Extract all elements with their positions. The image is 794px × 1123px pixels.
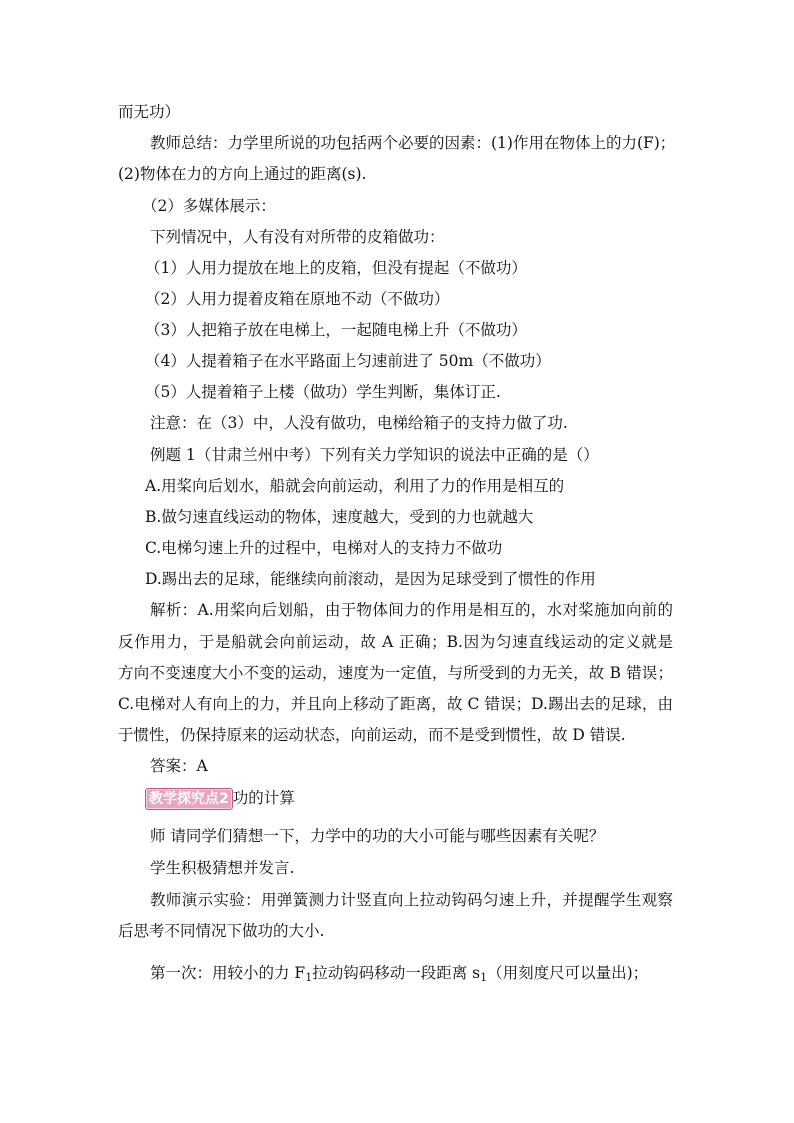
text-segment: 第一次：用较小的力 F (150, 964, 306, 982)
analysis-line: 解析：A.用桨向后划船，由于物体间力的作用是相互的，水对桨施加向前的 (150, 601, 673, 619)
paragraph-line: (2)物体在力的方向上通过的距离(s). (118, 165, 367, 183)
text-segment: （用刻度尺可以量出)； (487, 964, 649, 982)
answer-line: 答案：A (150, 757, 208, 775)
option-line: （1）人用力提放在地上的皮箱，但没有提起（不做功） (145, 259, 527, 277)
paragraph-line: 师 请同学们猜想一下，力学中的功的大小可能与哪些因素有关呢？ (150, 827, 605, 845)
paragraph-line: 学生积极猜想并发言. (150, 859, 295, 877)
option-line: （4）人提着箱子在水平路面上匀速前进了 50m（不做功） (145, 352, 551, 370)
paragraph-line: 而无功） (118, 103, 181, 121)
option-line: （3）人把箱子放在电梯上，一起随电梯上升（不做功） (145, 321, 527, 339)
analysis-line: 于惯性，仍保持原来的运动状态，向前运动，而不是受到惯性，故 D 错误. (118, 726, 626, 744)
section-heading-text: 功的计算 (232, 789, 295, 807)
subscript: 1 (305, 971, 313, 984)
analysis-line: 反作用力，于是船就会向前运动，故 A 正确；B.因为匀速直线运动的定义就是 (118, 633, 673, 651)
section-badge: 教学探究点2 (145, 788, 233, 810)
option-line: （2）人用力提着皮箱在原地不动（不做功） (145, 290, 450, 308)
choice-a: A.用桨向后划水，船就会向前运动，利用了力的作用是相互的 (145, 477, 565, 495)
choice-b: B.做匀速直线运动的物体，速度越大，受到的力也就越大 (145, 508, 534, 526)
paragraph-line (150, 963, 680, 988)
paragraph-line: （2）多媒体展示： (142, 197, 276, 215)
section-heading (145, 788, 705, 810)
paragraph-line: 教师总结：力学里所说的功包括两个必要的因素：(1)作用在物体上的力(F)； (150, 134, 676, 152)
text-segment: 拉动钩码移动一段距离 s (312, 964, 481, 982)
subscript: 1 (480, 971, 488, 984)
paragraph-line: 后思考不同情况下做功的大小. (118, 922, 325, 940)
analysis-line: C.电梯对人有向上的力，并且向上移动了距离，故 C 错误；D.踢出去的足球，由 (118, 695, 673, 713)
paragraph-line: 下列情况中，人有没有对所带的皮箱做功： (150, 228, 445, 246)
paragraph-line: 注意：在（3）中，人没有做功，电梯给箱子的支持力做了功. (150, 414, 568, 432)
analysis-line: 方向不变速度大小不变的运动，速度为一定值，与所受到的力无关，故 B 错误； (118, 664, 673, 682)
option-line: （5）人提着箱子上楼（做功）学生判断，集体订正. (145, 383, 501, 401)
paragraph-line: 教师演示实验：用弹簧测力计竖直向上拉动钩码匀速上升，并提醒学生观察 (150, 891, 673, 909)
example-question: 例题 1（甘肃兰州中考）下列有关力学知识的说法中正确的是（） (150, 446, 599, 464)
choice-c: C.电梯匀速上升的过程中，电梯对人的支持力不做功 (145, 539, 503, 557)
choice-d: D.踢出去的足球，能继续向前滚动，是因为足球受到了惯性的作用 (145, 570, 596, 588)
